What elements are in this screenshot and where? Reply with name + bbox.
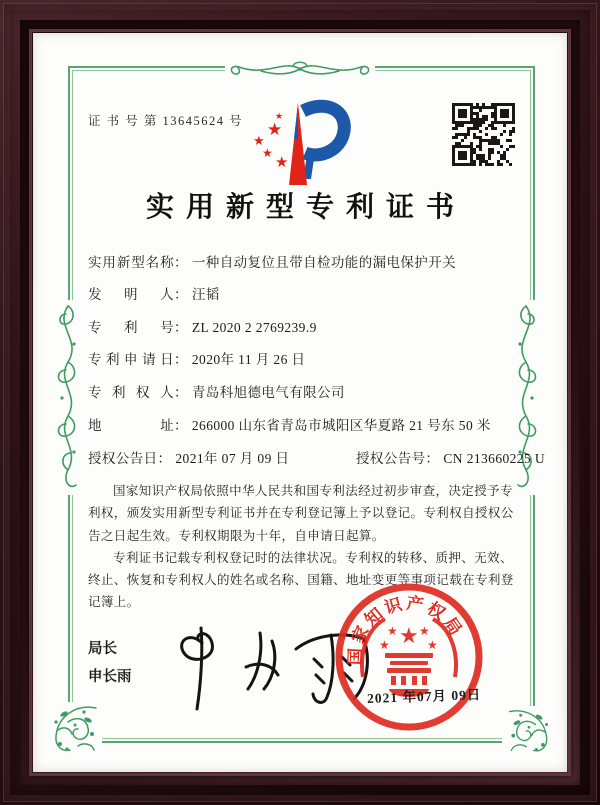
field-grant-row: 授权公告日： 2021年 07 月 09 日 授权公告号： CN 213660225 U — [88, 447, 528, 467]
certificate-number: 证 书 号 第 13645624 号 — [88, 114, 244, 128]
seal-text: 国家知识产权局 — [345, 593, 467, 666]
svg-text:★: ★ — [399, 624, 419, 649]
svg-text:★: ★ — [275, 112, 284, 122]
legal-paragraph-2: 专利证书记载专利权登记时的法律状况。专利权的转移、质押、无效、终止、恢复和专利权人的姓名或名称、国籍、地址变更等事项记载在专利登记簿上。 — [88, 550, 514, 610]
cnipa-seal — [333, 581, 485, 738]
ornament-top-flourish — [225, 56, 375, 82]
svg-text:★: ★ — [262, 146, 273, 160]
cnipa-logo-icon — [245, 99, 357, 194]
field-value: 一种自动复位且带自检功能的漏电保护开关 — [191, 255, 457, 270]
grant-number: 授权公告号： CN 213660225 U — [356, 451, 546, 466]
grant-no-value: CN 213660225 U — [443, 451, 546, 466]
certificate-paper — [33, 33, 567, 772]
grant-date-label: 授权公告日 — [88, 451, 158, 466]
grant-date-value: 2021年 07 月 09 日 — [175, 451, 290, 466]
svg-text:★: ★ — [387, 624, 398, 638]
field-value: 2020年 11 月 26 日 — [191, 352, 306, 367]
svg-text:★: ★ — [379, 638, 390, 652]
officer-title: 局长 — [88, 641, 117, 657]
officer-name: 申长雨 — [88, 668, 132, 685]
field-label: 发 明 人 — [88, 287, 174, 302]
field-value: 汪韬 — [191, 287, 220, 302]
ornament-bottom-left-floral — [48, 702, 102, 756]
ornament-bottom-right-floral — [502, 706, 556, 756]
certificate-title: 实用新型专利证书 — [145, 192, 466, 223]
legal-paragraph-1: 国家知识产权局依照中华人民共和国专利法经过初步审查，决定授予专利权，颁发实用新型专利证书并在专利登记簿上予以登记。专利权自授权公告之日起生效。专利权期限为十年，自申请日起算。 — [88, 484, 514, 543]
svg-text:★: ★ — [419, 624, 430, 638]
svg-text:★: ★ — [427, 638, 438, 652]
svg-text:★: ★ — [253, 134, 265, 149]
field-label: 专 利 号 — [88, 320, 174, 335]
field-value: ZL 2020 2 2769239.9 — [191, 320, 317, 335]
field-label: 专利申请日 — [88, 352, 174, 367]
field-patent-number: 专 利 号： ZL 2020 2 2769239.9 — [88, 316, 528, 336]
field-label: 地 址 — [88, 418, 174, 433]
svg-text:★: ★ — [275, 153, 289, 171]
field-patentee: 专 利 权 人： 青岛科旭德电气有限公司 — [88, 381, 528, 401]
grant-no-label: 授权公告号 — [356, 451, 426, 466]
field-label: 实用新型名称 — [88, 255, 174, 270]
field-value: 266000 山东省青岛市城阳区华夏路 21 号东 50 米 — [191, 418, 491, 433]
ornament-left-flourish — [50, 300, 86, 495]
field-address: 地 址： 266000 山东省青岛市城阳区华夏路 21 号东 50 米 — [88, 414, 528, 434]
qr-code-modules — [452, 103, 515, 166]
field-label: 专 利 权 人 — [88, 385, 174, 400]
field-value: 青岛科旭德电气有限公司 — [191, 385, 345, 400]
field-filing-date: 专利申请日： 2020年 11 月 26 日 — [88, 348, 528, 368]
officer-block — [88, 636, 132, 691]
seal-date: 2021 年07月 09日 — [366, 687, 482, 706]
qr-code — [452, 103, 515, 166]
svg-text:★: ★ — [267, 120, 283, 140]
field-utility-model-name: 实用新型名称： 一种自动复位且带自检功能的漏电保护开关 — [88, 251, 528, 271]
field-inventor: 发 明 人： 汪韬 — [88, 283, 528, 303]
